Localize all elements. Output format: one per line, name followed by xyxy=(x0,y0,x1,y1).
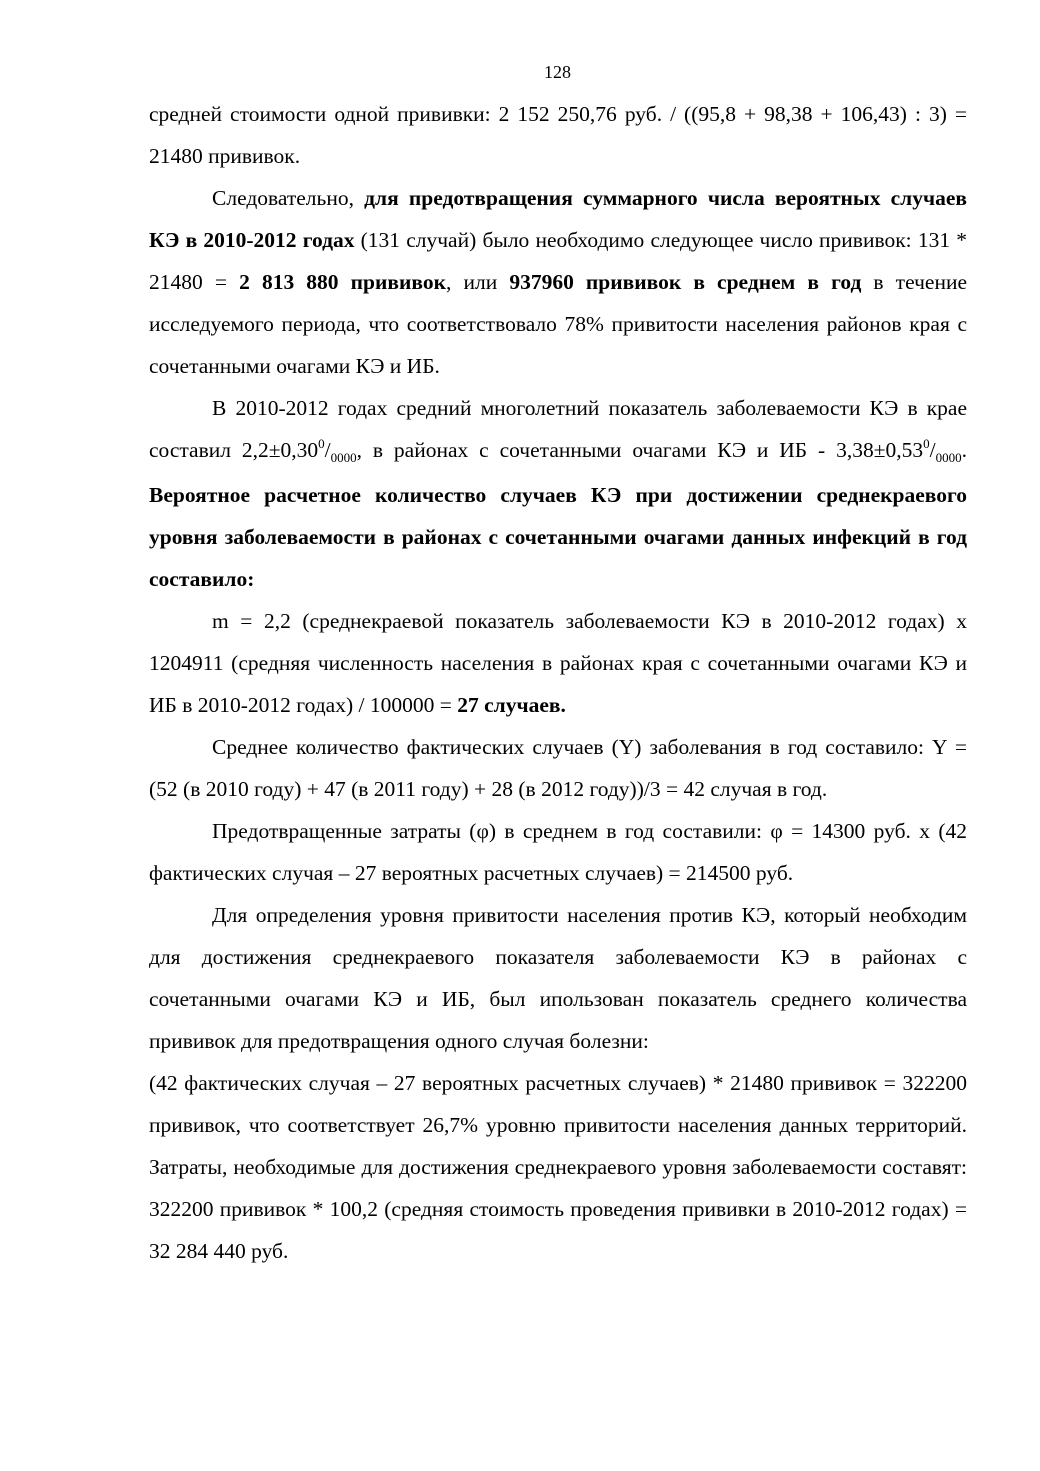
paragraph-3 xyxy=(149,387,967,600)
p2-bold-d: 2 813 880 прививок xyxy=(239,270,446,294)
p3-bold-d: Вероятное расчетное количество случаев КЭ при достижении среднекраевого уровня заболеваемости в районах с сочетанными очагами данных инфекций в год составило: xyxy=(149,483,967,591)
paragraph-6: Предотвращенные затраты (φ) в среднем в год составили: φ = 14300 руб. х (42 фактических случая – 27 вероятных расчетных случаев) = 214500 руб. xyxy=(149,819,967,885)
p2-text-g: в течение исследуемого периода, что соответствовало 78% привитости населения районов края с сочетанными очагами КЭ и ИБ. xyxy=(149,270,967,378)
p3-sub-2: 0000 xyxy=(935,450,962,465)
p3-sup-2: 0 xyxy=(923,436,930,451)
p2-text-a: Следовательно, xyxy=(212,186,365,210)
page-number: 128 xyxy=(544,62,571,82)
paragraph-5: Среднее количество фактических случаев (Y) заболевания в год составило: Y = (52 (в 2010 году) + 47 (в 2011 году) + 28 (в 2012 году))/3 = 42 случая в год. xyxy=(149,735,967,801)
paragraph-7: Для определения уровня привитости населения против КЭ, который необходим для достижения среднекраевого показателя заболеваемости КЭ в районах с сочетанными очагами КЭ и ИБ, был ипользован показатель среднего количества прививок для предотвращения одного случая болезни: xyxy=(149,903,967,1053)
p4-text-a: m = 2,2 (среднекраевой показатель заболеваемости КЭ в 2010-2012 годах) х 1204911 (средняя численность населения в районах края с сочетанными очагами КЭ и ИБ в 2010-2012 годах) / 100000 = xyxy=(149,609,967,717)
p2-text-e: , или xyxy=(445,270,510,294)
p3-sup-1: 0 xyxy=(318,436,325,451)
p3-slash-2: / xyxy=(929,438,936,462)
p3-slash-1: / xyxy=(324,438,331,462)
paragraph-1: средней стоимости одной прививки: 2 152 250,76 руб. / ((95,8 + 98,38 + 106,43) : 3) = 21480 прививок. xyxy=(149,102,967,168)
p3-text-b: , в районах с сочетанными очагами КЭ и ИБ - 3,38±0,53 xyxy=(356,438,924,462)
p2-text-c: (131 случай) было необходимо следующее число прививок: 131 * 21480 = xyxy=(149,228,967,294)
paragraph-8: (42 фактических случая – 27 вероятных расчетных случаев) * 21480 прививок = 322200 прививок, что соответствует 26,7% уровню привитости населения данных территорий. Затраты, необходимые для достижения среднекраевого уровня заболеваемости составят: 322200 прививок * 100,2 (средняя стоимость проведения прививки в 2010-2012 годах) = 32 284 440 руб. xyxy=(149,1071,967,1263)
p3-text-c: . xyxy=(961,438,967,462)
paragraph-4 xyxy=(149,600,967,726)
paragraph-2 xyxy=(149,177,967,387)
p3-text-a: В 2010-2012 годах средний многолетний показатель заболеваемости КЭ в крае составил 2,2±0,30 xyxy=(149,396,967,462)
p2-bold-b: для предотвращения суммарного числа вероятных случаев КЭ в 2010-2012 годах xyxy=(149,186,967,252)
p4-bold-b: 27 случаев. xyxy=(457,693,566,717)
p2-bold-f: 937960 прививок в среднем в год xyxy=(509,270,862,294)
p3-sub-1: 0000 xyxy=(330,450,357,465)
body-text xyxy=(149,93,967,1272)
